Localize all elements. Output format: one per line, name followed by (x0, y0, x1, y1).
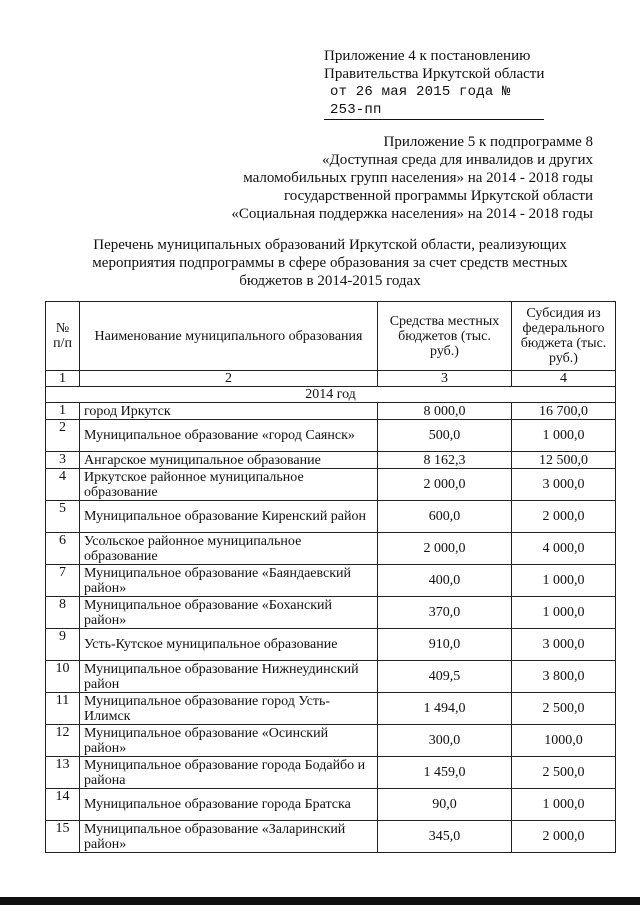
row-name: Муниципальное образование город Усть-Илимск (80, 693, 378, 725)
subprogram-header (231, 133, 593, 223)
row-number: 1 (46, 403, 80, 420)
row-number: 6 (46, 533, 80, 565)
row-federal-subsidy: 1 000,0 (512, 420, 616, 452)
row-local-budget: 400,0 (378, 565, 512, 597)
row-local-budget: 370,0 (378, 597, 512, 629)
row-name: Муниципальное образование «Боханский район» (80, 597, 378, 629)
row-federal-subsidy: 3 000,0 (512, 629, 616, 661)
row-name: Усольское районное муниципальное образование (80, 533, 378, 565)
title-line-3: бюджетов в 2014-2015 годах (239, 273, 421, 289)
row-name: Ангарское муниципальное образование (80, 452, 378, 469)
table-row (46, 725, 616, 757)
header-name: Наименование муниципального образования (80, 302, 378, 371)
row-federal-subsidy: 1000,0 (512, 725, 616, 757)
row-name: Муниципальное образование Нижнеудинский район (80, 661, 378, 693)
attachment-header (324, 47, 544, 120)
year-label: 2014 год (46, 387, 616, 403)
table-row (46, 420, 616, 452)
row-local-budget: 300,0 (378, 725, 512, 757)
row-name: Муниципальное образование «Осинский район» (80, 725, 378, 757)
row-number: 11 (46, 693, 80, 725)
row-federal-subsidy: 3 000,0 (512, 469, 616, 501)
row-local-budget: 600,0 (378, 501, 512, 533)
row-local-budget: 409,5 (378, 661, 512, 693)
row-local-budget: 8 162,3 (378, 452, 512, 469)
row-local-budget: 500,0 (378, 420, 512, 452)
column-number: 4 (512, 371, 616, 387)
row-number: 4 (46, 469, 80, 501)
row-federal-subsidy: 12 500,0 (512, 452, 616, 469)
year-row (46, 387, 616, 403)
row-name: город Иркутск (80, 403, 378, 420)
title-line-2: мероприятия подпрограммы в сфере образования за счет средств местных (92, 255, 568, 271)
column-number-row (46, 371, 616, 387)
subprogram-line-5: «Социальная поддержка населения» на 2014 - 2018 годы (231, 206, 593, 222)
table-row (46, 661, 616, 693)
subprogram-line-1: Приложение 5 к подпрограмме 8 (383, 134, 593, 150)
subprogram-line-4: государственной программы Иркутской области (283, 188, 593, 204)
table-row (46, 693, 616, 725)
scan-edge (0, 897, 640, 905)
row-local-budget: 90,0 (378, 789, 512, 821)
row-name: Муниципальное образование «Баяндаевский район» (80, 565, 378, 597)
row-local-budget: 345,0 (378, 821, 512, 853)
row-federal-subsidy: 2 000,0 (512, 821, 616, 853)
table-row (46, 629, 616, 661)
row-name: Муниципальное образование Киренский район (80, 501, 378, 533)
row-number: 7 (46, 565, 80, 597)
row-name: Муниципальное образование «город Саянск» (80, 420, 378, 452)
row-number: 14 (46, 789, 80, 821)
attachment-line-3: от 26 мая 2015 года № 253-пп (324, 83, 544, 120)
row-federal-subsidy: 2 500,0 (512, 757, 616, 789)
row-number: 15 (46, 821, 80, 853)
row-federal-subsidy: 1 000,0 (512, 565, 616, 597)
row-federal-subsidy: 16 700,0 (512, 403, 616, 420)
row-name: Усть-Кутское муниципальное образование (80, 629, 378, 661)
row-local-budget: 2 000,0 (378, 469, 512, 501)
row-federal-subsidy: 2 500,0 (512, 693, 616, 725)
table-header-row (46, 302, 616, 371)
header-local-budget: Средства местных бюджетов (тыс. руб.) (378, 302, 512, 371)
column-number: 3 (378, 371, 512, 387)
row-number: 5 (46, 501, 80, 533)
subprogram-line-2: «Доступная среда для инвалидов и других (321, 152, 593, 168)
table-row (46, 821, 616, 853)
row-name: Муниципальное образование «Заларинский район» (80, 821, 378, 853)
table-row (46, 469, 616, 501)
row-name: Муниципальное образование города Братска (80, 789, 378, 821)
attachment-line-1: Приложение 4 к постановлению (324, 48, 531, 64)
row-number: 13 (46, 757, 80, 789)
row-name: Иркутское районное муниципальное образование (80, 469, 378, 501)
row-federal-subsidy: 4 000,0 (512, 533, 616, 565)
row-local-budget: 1 494,0 (378, 693, 512, 725)
row-number: 8 (46, 597, 80, 629)
document-title (75, 236, 585, 290)
row-number: 2 (46, 420, 80, 452)
table-row (46, 757, 616, 789)
column-number: 2 (80, 371, 378, 387)
row-name: Муниципальное образование города Бодайбо и района (80, 757, 378, 789)
table-row (46, 565, 616, 597)
header-number: № п/п (46, 302, 80, 371)
row-number: 3 (46, 452, 80, 469)
row-local-budget: 910,0 (378, 629, 512, 661)
table-row (46, 597, 616, 629)
table-row (46, 789, 616, 821)
table-row (46, 533, 616, 565)
table-row (46, 452, 616, 469)
row-federal-subsidy: 1 000,0 (512, 597, 616, 629)
row-local-budget: 2 000,0 (378, 533, 512, 565)
municipalities-table (45, 301, 616, 853)
title-line-1: Перечень муниципальных образований Иркутской области, реализующих (93, 237, 567, 253)
column-number: 1 (46, 371, 80, 387)
row-local-budget: 1 459,0 (378, 757, 512, 789)
table-row (46, 501, 616, 533)
attachment-line-2: Правительства Иркутской области (324, 66, 545, 82)
header-federal-subsidy: Субсидия из федерального бюджета (тыс. руб.) (512, 302, 616, 371)
row-local-budget: 8 000,0 (378, 403, 512, 420)
row-number: 10 (46, 661, 80, 693)
row-federal-subsidy: 3 800,0 (512, 661, 616, 693)
row-federal-subsidy: 2 000,0 (512, 501, 616, 533)
table-row (46, 403, 616, 420)
row-number: 9 (46, 629, 80, 661)
subprogram-line-3: маломобильных групп населения» на 2014 - 2018 годы (243, 170, 593, 186)
row-number: 12 (46, 725, 80, 757)
row-federal-subsidy: 1 000,0 (512, 789, 616, 821)
